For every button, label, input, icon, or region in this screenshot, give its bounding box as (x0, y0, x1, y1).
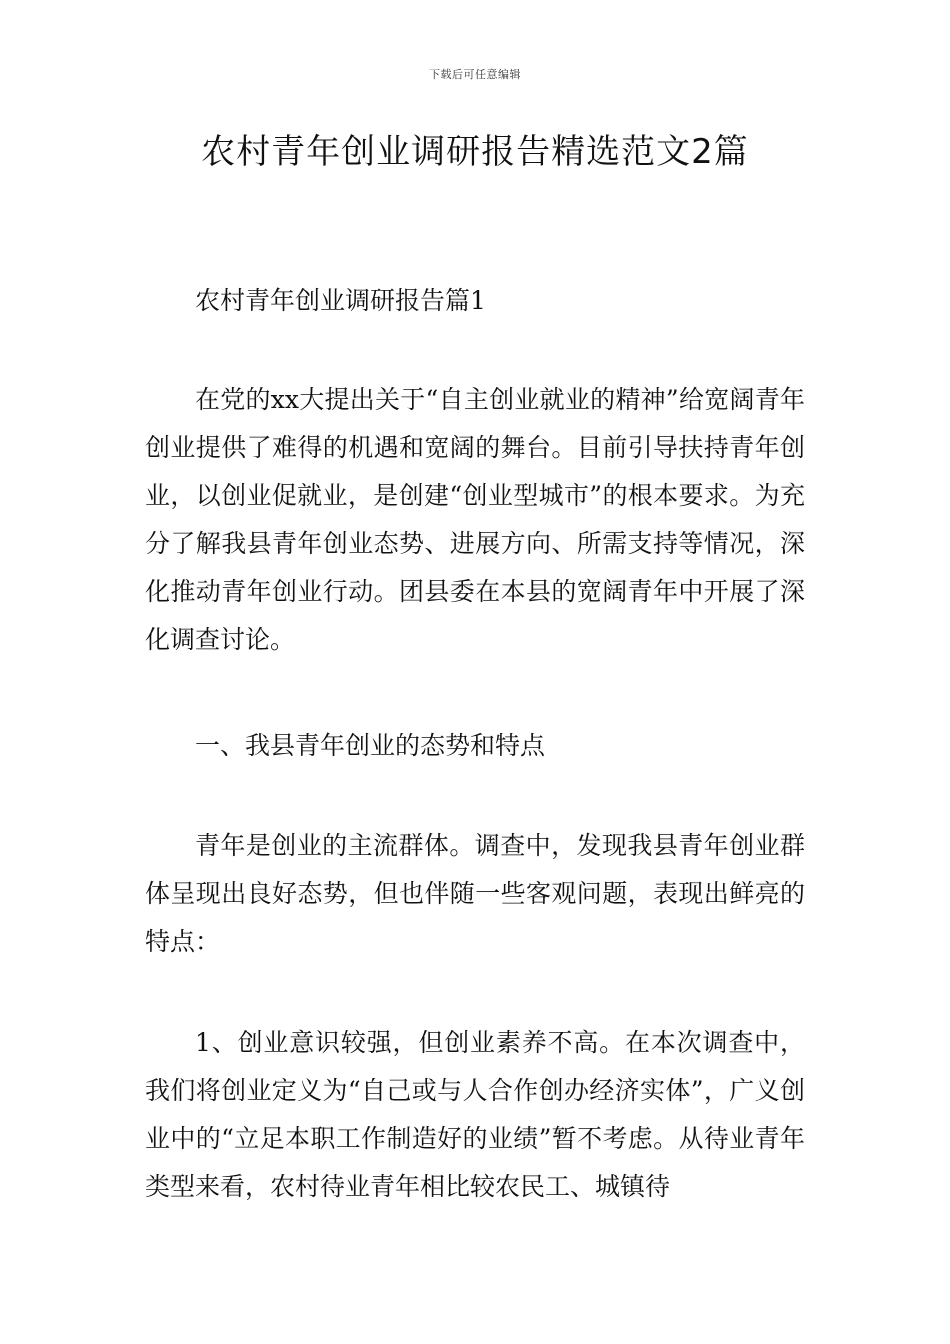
section-heading: 一、我县青年创业的态势和特点 (195, 731, 546, 760)
document-title: 农村青年创业调研报告精选范文2篇 (201, 132, 749, 172)
header-note: 下载后可任意编辑 (429, 68, 521, 81)
paragraph-situation: 青年是创业的主流群体。调查中，发现我县青年创业群体呈现出良好态势，但也伴随一些客观问题，表现出鲜亮的特点： (145, 831, 805, 956)
section-title: 农村青年创业调研报告篇1 (195, 286, 486, 315)
paragraph-point-1: 1、创业意识较强，但创业素养不高。在本次调查中，我们将创业定义为“自己或与人合作创办经济实体”，广义创业中的“立足本职工作制造好的业绩”暂不考虑。从待业青年类型来看，农村待业青年相比较农民工、城镇待 (145, 1028, 805, 1201)
paragraph-intro: 在党的xx大提出关于“自主创业就业的精神”给宽阔青年创业提供了难得的机遇和宽阔的舞台。目前引导扶持青年创业，以创业促就业，是创建“创业型城市”的根本要求。为充分了解我县青年创业态势、进展方向、所需支持等情况，深化推动青年创业行动。团县委在本县的宽阔青年中开展了深化调查讨论。 (145, 385, 805, 654)
